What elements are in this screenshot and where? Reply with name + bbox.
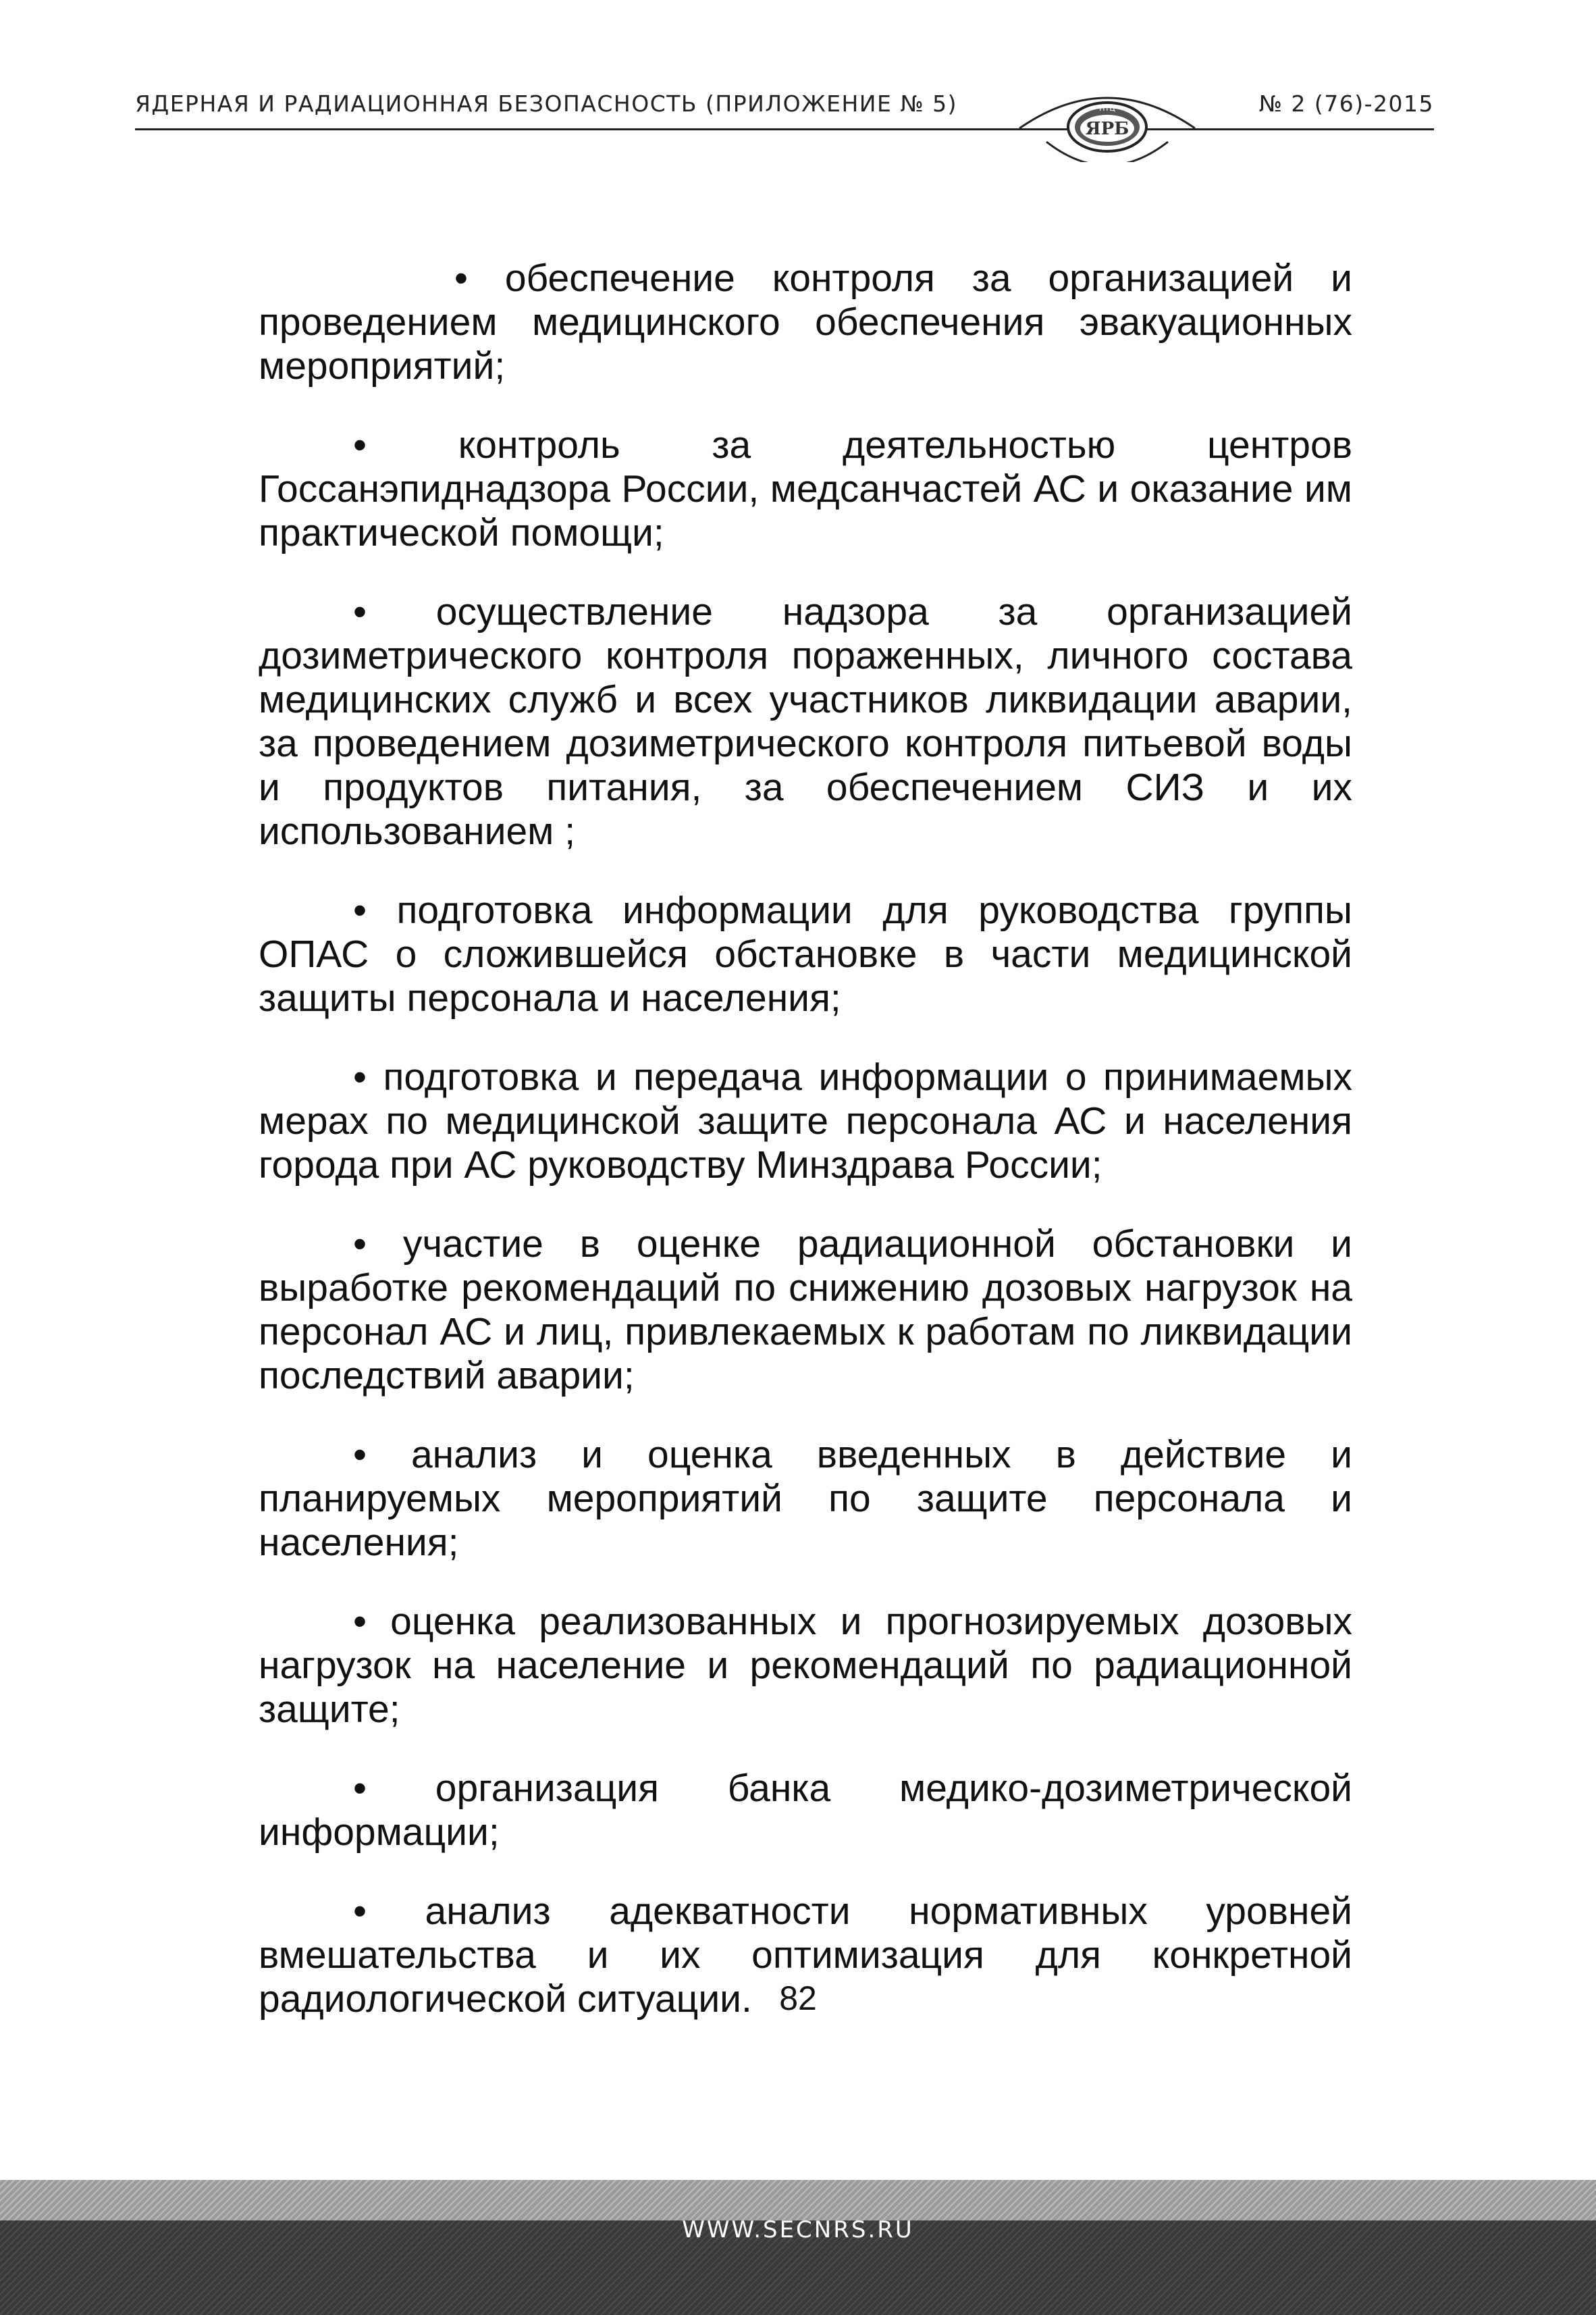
list-item: • участие в оценке радиационной обстановки и выработке рекомендаций по снижению дозовых нагрузок на персонал АС и лиц, привлекаемых к работам по ликвидации последствий аварии; [259,1222,1352,1397]
list-item: • обеспечение контроля за организацией и проведением медицинского обеспечения эвакуационных мероприятий; [259,257,1352,388]
logo-text: ЯРБ [1085,119,1129,139]
header-rule [135,128,1434,130]
document-body [259,257,1352,2056]
page-header [135,81,1434,162]
list-item: • анализ и оценка введенных в действие и планируемых мероприятий по защите персонала и населения; [259,1433,1352,1564]
list-item: • осуществление надзора за организацией дозиметрического контроля пораженных, личного состава медицинских служб и всех участников ликвидации аварии, за проведением дозиметрического контроля питьевой воды и продуктов питания, за обеспечением СИЗ и их использованием ; [259,590,1352,853]
footer-top-strip [0,2180,1596,2220]
issue-number: № 2 (76)-2015 [1258,90,1434,117]
journal-logo [1006,81,1208,162]
list-item: • подготовка информации для руководства группы ОПАС о сложившейся обстановке в части медицинской защиты персонала и населения; [259,889,1352,1020]
journal-title: ЯДЕРНАЯ И РАДИАЦИОННАЯ БЕЗОПАСНОСТЬ (ПРИЛОЖЕНИЕ № 5) [135,90,958,117]
list-item: • оценка реализованных и прогнозируемых дозовых нагрузок на население и рекомендаций по радиационной защите; [259,1600,1352,1731]
list-item: • анализ адекватности нормативных уровней вмешательства и их оптимизация для конкретной радиологической ситуации. [259,1890,1352,2021]
list-item: • контроль за деятельностью центров Госсанэпиднадзора России, медсанчастей АС и оказание им практической помощи; [259,423,1352,554]
footer-band [0,2180,1596,2315]
footer-url[interactable]: WWW.SECNRS.RU [682,2216,914,2243]
logo-small-text: НТЦ [1099,104,1115,113]
list-item: • организация банка медико-дозиметрической информации; [259,1767,1352,1854]
list-item: • подготовка и передача информации о принимаемых мерах по медицинской защите персонала АС и населения города при АС руководству Минздрава России; [259,1056,1352,1187]
page-number: 82 [779,1979,817,2017]
